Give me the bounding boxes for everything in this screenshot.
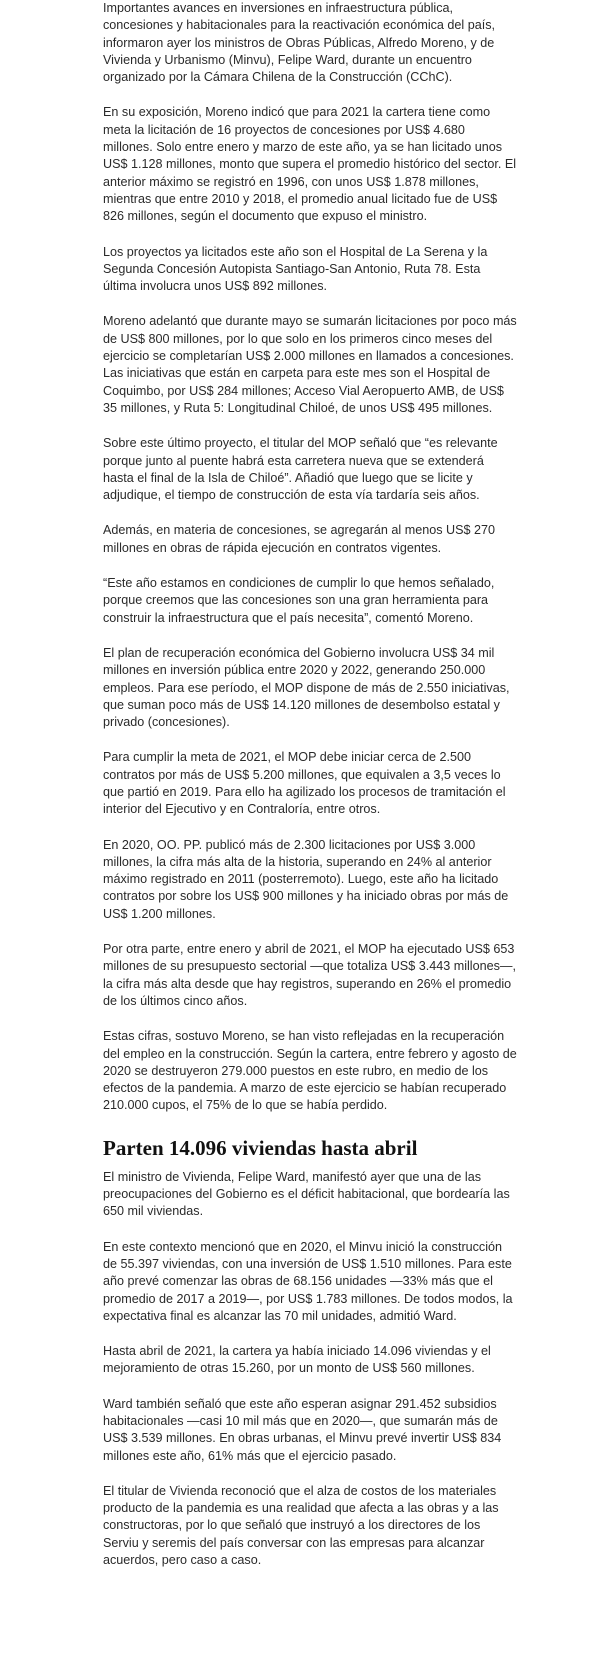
paragraph-may-tenders: Moreno adelantó que durante mayo se sumarán licitaciones por poco más de US$ 800 millones, por lo que solo en los primeros cinco meses del ejercicio se completarían US$ 2.000 millones en llamados a concesiones. Las iniciativas que están en carpeta para este mes son el Hospital de Coquimbo, por US$ 284 millones; Acceso Vial Aeropuerto AMB, de US$ 35 millones, y Ruta 5: Longitudinal Chiloé, de unos US$ 495 millones. bbox=[103, 314, 517, 415]
paragraph-material-costs: El titular de Vivienda reconoció que el alza de costos de los materiales producto de la pandemia es una realidad que afecta a las obras y a las constructoras, por lo que señaló que instruyó a los directores de los Serviu y seremis del país conversar con las empresas para alcanzar acuerdos, pero caso a caso. bbox=[103, 1483, 499, 1568]
paragraph-housing-2020: En este contexto mencionó que en 2020, el Minvu inició la construcción de 55.397 viviendas, con una inversión de US$ 1.510 millones. Para este año prevé comenzar las obras de 68.156 unidades —33% más que el promedio de 2017 a 2019—, por US$ 1.783 millones. De todos modos, la expectativa final es alcanzar las 70 mil unidades, admitió Ward. bbox=[103, 1239, 513, 1323]
paragraph-quick-works: Además, en materia de concesiones, se agregarán al menos US$ 270 millones en obras de rápida ejecución en contratos vigentes. bbox=[103, 523, 496, 555]
paragraph-moreno-quote: “Este año estamos en condiciones de cumplir lo que hemos señalado, porque creemos que las concesiones son una gran herramienta para construir la infraestructura que el país necesita”, comentó Moreno. bbox=[103, 576, 495, 625]
paragraph-intro: Importantes avances en inversiones en infraestructura pública, concesiones y habitacionales para la reactivación económica del país, informaron ayer los ministros de Obras Públicas, Alfredo Moreno, y de Vivienda y Urbanismo (Minvu), Felipe Ward, durante un encuentro organizado por la Cámara Chilena de la Construcción (CChC). bbox=[103, 1, 496, 85]
paragraph-chiloe-route: Sobre este último proyecto, el titular del MOP señaló que “es relevante porque junto al puente habrá esta carretera nueva que se extenderá hasta el final de la Isla de Chiloé”. Añadió que luego que se licite y adjudique, el tiempo de construcción de esta vía tardaría seis años. bbox=[103, 436, 498, 503]
paragraph-housing-deficit: El ministro de Vivienda, Felipe Ward, manifestó ayer que una de las preocupaciones del Gobierno es el déficit habitacional, que bordearía las 650 mil viviendas. bbox=[103, 1169, 510, 1219]
paragraph-2020-tenders: En 2020, OO. PP. publicó más de 2.300 licitaciones por US$ 3.000 millones, la cifra más alta de la historia, superando en 24% al anterior máximo registrado en 2011 (posterremoto). Luego, este año ha licitado contratos por sobre los US$ 900 millones y ha iniciado obras por más de US$ 1.200 millones. bbox=[103, 837, 509, 921]
paragraph-2021-goal: Para cumplir la meta de 2021, el MOP debe iniciar cerca de 2.500 contratos por más de US$ 5.200 millones, que equivalen a 3,5 veces lo que partió en 2019. Para ello ha agilizado los procesos de tramitación el interior del Ejecutivo y en Contraloría, entre otros. bbox=[103, 750, 506, 817]
paragraph-concessions-goal: En su exposición, Moreno indicó que para 2021 la cartera tiene como meta la licitación de 16 proyectos de concesiones por US$ 4.680 millones. Solo entre enero y marzo de este año, ya se han licitado unos US$ 1.128 millones, monto que supera el promedio histórico del sector. El anterior máximo se registró en 1996, con unos US$ 1.878 millones, mientras que entre 2010 y 2018, el promedio anual licitado fue de US$ 826 millones, según el documento que expuso el ministro. bbox=[103, 105, 517, 224]
section-heading-housing: Parten 14.096 viviendas hasta abril bbox=[103, 1135, 418, 1160]
paragraph-licensed-projects: Los proyectos ya licitados este año son el Hospital de La Serena y la Segunda Concesión Autopista Santiago-San Antonio, Ruta 78. Esta última involucra unos US$ 892 millones. bbox=[103, 244, 488, 294]
paragraph-employment: Estas cifras, sostuvo Moreno, se han visto reflejadas en la recuperación del empleo en la construcción. Según la cartera, entre febrero y agosto de 2020 se destruyeron 279.000 puestos en este rubro, en medio de los efectos de la pandemia. A marzo de este ejercicio se habían recuperado 210.000 cupos, el 75% de lo que se había perdido. bbox=[103, 1029, 517, 1113]
article-body bbox=[103, 0, 517, 1587]
paragraph-housing-april: Hasta abril de 2021, la cartera ya había iniciado 14.096 viviendas y el mejoramiento de otras 15.260, por un monto de US$ 560 millones. bbox=[103, 1344, 491, 1376]
paragraph-budget-execution: Por otra parte, entre enero y abril de 2021, el MOP ha ejecutado US$ 653 millones de su presupuesto sectorial —que totaliza US$ 3.443 millones—, la cifra más alta desde que hay registros, superando en 26% el promedio de los últimos cinco años. bbox=[103, 942, 517, 1008]
paragraph-subsidies: Ward también señaló que este año esperan asignar 291.452 subsidios habitacionales —casi 10 mil más que en 2020—, que sumarán más de US$ 3.539 millones. En obras urbanas, el Minvu prevé invertir US$ 834 millones este año, 61% más que el ejercicio pasado. bbox=[103, 1396, 502, 1463]
paragraph-recovery-plan: El plan de recuperación económica del Gobierno involucra US$ 34 mil millones en inversión pública entre 2020 y 2022, generando 250.000 empleos. Para ese período, el MOP dispone de más de 2.550 iniciativas, que suman poco más de US$ 14.120 millones de desembolso estatal y privado (concesiones). bbox=[103, 645, 510, 730]
